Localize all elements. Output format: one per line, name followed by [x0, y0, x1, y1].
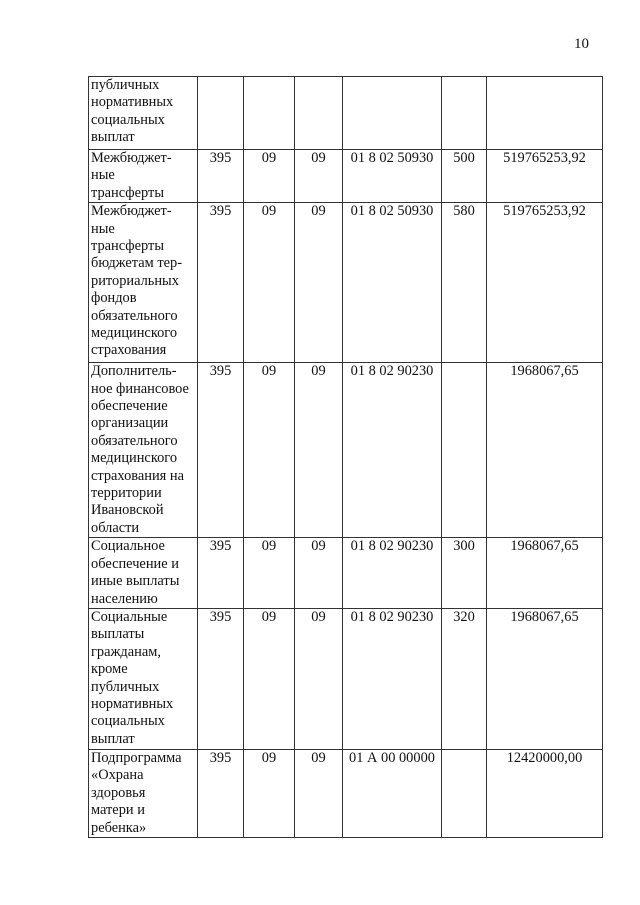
target-code-cell [343, 77, 442, 150]
target-code-cell: 01 8 02 90230 [343, 363, 442, 538]
amount-cell: 519765253,92 [487, 150, 603, 203]
section-cell: 09 [244, 749, 295, 837]
section-cell: 09 [244, 363, 295, 538]
subsection-cell: 09 [295, 608, 343, 749]
section-cell: 09 [244, 608, 295, 749]
amount-cell: 1968067,65 [487, 538, 603, 609]
row-name-cell: Социальное обеспечение и иные выплаты населению [89, 538, 198, 609]
table-row [89, 150, 603, 203]
subsection-cell: 09 [295, 203, 343, 363]
target-code-cell: 01 8 02 90230 [343, 608, 442, 749]
subsection-cell: 09 [295, 363, 343, 538]
admin-code-cell: 395 [198, 203, 244, 363]
section-cell [244, 77, 295, 150]
target-code-cell: 01 8 02 50930 [343, 150, 442, 203]
row-name-cell: Подпрограмма «Охрана здоровья матери и ребенка» [89, 749, 198, 837]
section-cell: 09 [244, 538, 295, 609]
expense-type-cell [442, 363, 487, 538]
admin-code-cell: 395 [198, 538, 244, 609]
table-row [89, 749, 603, 837]
expense-type-cell: 320 [442, 608, 487, 749]
row-name-cell: Межбюджет- ные трансферты [89, 150, 198, 203]
target-code-cell: 01 8 02 50930 [343, 203, 442, 363]
target-code-cell: 01 А 00 00000 [343, 749, 442, 837]
table-row [89, 203, 603, 363]
section-cell: 09 [244, 150, 295, 203]
amount-cell: 12420000,00 [487, 749, 603, 837]
expense-type-cell: 500 [442, 150, 487, 203]
admin-code-cell: 395 [198, 608, 244, 749]
admin-code-cell: 395 [198, 363, 244, 538]
table-row [89, 363, 603, 538]
expense-type-cell: 300 [442, 538, 487, 609]
target-code-cell: 01 8 02 90230 [343, 538, 442, 609]
subsection-cell: 09 [295, 749, 343, 837]
table-row [89, 608, 603, 749]
table-row [89, 77, 603, 150]
subsection-cell [295, 77, 343, 150]
row-name-cell: Социальные выплаты гражданам, кроме публичных нормативных социальных выплат [89, 608, 198, 749]
subsection-cell: 09 [295, 538, 343, 609]
budget-table [88, 76, 603, 838]
admin-code-cell [198, 77, 244, 150]
row-name-cell: публичных нормативных социальных выплат [89, 77, 198, 150]
row-name-cell: Межбюджет- ные трансферты бюджетам тер- риториальных фондов обязательного медицинского страхования [89, 203, 198, 363]
section-cell: 09 [244, 203, 295, 363]
amount-cell [487, 77, 603, 150]
expense-type-cell: 580 [442, 203, 487, 363]
admin-code-cell: 395 [198, 150, 244, 203]
page-number: 10 [574, 36, 589, 52]
expense-type-cell [442, 749, 487, 837]
subsection-cell: 09 [295, 150, 343, 203]
admin-code-cell: 395 [198, 749, 244, 837]
amount-cell: 519765253,92 [487, 203, 603, 363]
row-name-cell: Дополнитель- ное финансовое обеспечение организации обязательного медицинского страхования на территории Ивановской области [89, 363, 198, 538]
amount-cell: 1968067,65 [487, 608, 603, 749]
expense-type-cell [442, 77, 487, 150]
amount-cell: 1968067,65 [487, 363, 603, 538]
table-row [89, 538, 603, 609]
